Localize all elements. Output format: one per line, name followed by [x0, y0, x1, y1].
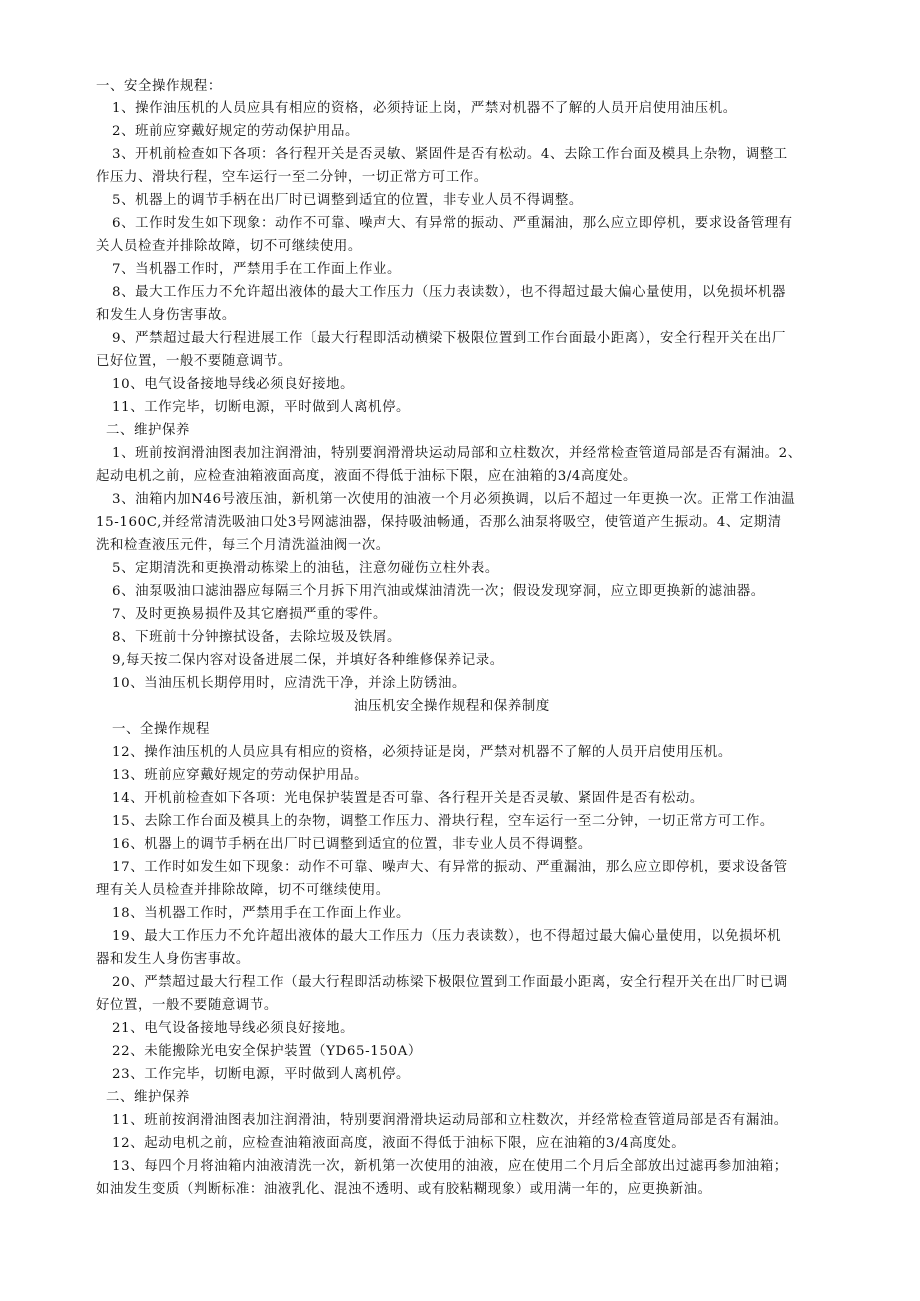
rule-line: 2、班前应穿戴好规定的劳动保护用品。	[112, 124, 359, 139]
rule-line: 13、班前应穿戴好规定的劳动保护用品。	[112, 768, 369, 783]
rule-line: 关人员检查并排除故障，切不可继续使用。	[96, 239, 362, 254]
maintenance-line: 1、班前按润滑油图表加注润滑油，特别要润滑滑块运动局部和立柱数次，并经常检查管道局部是否有漏油。2、	[112, 446, 802, 461]
maintenance-line: 9,每天按二保内容对设备进展二保，并填好各种维修保养记录。	[112, 653, 504, 668]
heading-operating-rules: 一、全操作规程	[112, 722, 210, 737]
maintenance-line: 15-160C,并经常清洗吸油口处3号网滤油器，保持吸油畅通，否那么油泵将吸空，使管道产生振动。4、定期清	[96, 515, 782, 530]
heading-maintenance-2: 二、维护保养	[106, 1090, 190, 1105]
rule-line: 16、机器上的调节手柄在出厂时已调整到适宜的位置，非专业人员不得调整。	[112, 837, 592, 852]
maintenance-line: 8、下班前十分钟擦拭设备，去除垃圾及铁屑。	[112, 630, 401, 645]
rule-line: 19、最大工作压力不允许超出液体的最大工作压力（压力表读数），也不得超过最大偏心量使用，以免损坏机	[112, 929, 782, 944]
rule-line: 6、工作时发生如下现象：动作不可靠、噪声大、有异常的振动、严重漏油，那么应立即停机，要求设备管理有	[112, 216, 793, 231]
rule-line: 20、严禁超过最大行程工作（最大行程即活动栋梁下极限位置到工作面最小距离，安全行程开关在出厂时已调	[112, 975, 788, 990]
maintenance-line: 起动电机之前，应检查油箱液面高度，液面不得低于油标下限，应在油箱的3/4高度处。	[96, 469, 638, 484]
rule-line: 1、操作油压机的人员应具有相应的资格，必须持证上岗，严禁对机器不了解的人员开启使用油压机。	[112, 101, 737, 116]
maintenance-line: 10、当油压机长期停用时，应清洗干净，并涂上防锈油。	[112, 676, 467, 691]
maintenance-line: 13、每四个月将油箱内油液清洗一次，新机第一次使用的油液，应在使用二个月后全部放出过滤再参加油箱；	[112, 1159, 788, 1174]
rule-line: 和发生人身伤害事故。	[96, 308, 236, 323]
rule-line: 21、电气设备接地导线必须良好接地。	[112, 1021, 355, 1036]
rule-line: 理有关人员检查并排除故障，切不可继续使用。	[96, 883, 390, 898]
rule-line: 10、电气设备接地导线必须良好接地。	[112, 377, 355, 392]
rule-line: 5、机器上的调节手柄在出厂时已调整到适宜的位置，非专业人员不得调整。	[112, 193, 583, 208]
section-title: 油压机安全操作规程和保养制度	[354, 699, 550, 714]
maintenance-line: 11、班前按润滑油图表加注润滑油，特别要润滑滑块运动局部和立柱数次，并经常检查管道局部是否有漏油。	[112, 1113, 788, 1128]
rule-line: 3、开机前检查如下各项：各行程开关是否灵敏、紧固件是否有松动。4、去除工作台面及模具上杂物，调整工	[112, 147, 788, 162]
rule-line: 11、工作完毕，切断电源，平时做到人离机停。	[112, 400, 411, 415]
rule-line: 9、严禁超过最大行程进展工作〔最大行程即活动横梁下极限位置到工作台面最小距离），安全行程开关在出厂	[112, 331, 786, 346]
maintenance-line: 12、起动电机之前，应检查油箱液面高度，液面不得低于油标下限，应在油箱的3/4高度处。	[112, 1136, 686, 1151]
rule-line: 作压力、滑块行程，空车运行一至二分钟，一切正常方可工作。	[96, 170, 488, 185]
heading-safety-rules: 一、安全操作规程：	[96, 79, 222, 94]
rule-line: 12、操作油压机的人员应具有相应的资格，必须持证是岗，严禁对机器不了解的人员开启使用压机。	[112, 745, 732, 760]
rule-line: 15、去除工作台面及模具上的杂物，调整工作压力、滑块行程，空车运行一至二分钟，一切正常方可工作。	[112, 814, 774, 829]
rule-line: 器和发生人身伤害事故。	[96, 952, 250, 967]
maintenance-line: 7、及时更换易损件及其它磨损严重的零件。	[112, 607, 387, 622]
rule-line: 17、工作时如发生如下现象：动作不可靠、噪声大、有异常的振动、严重漏油，那么应立即停机，要求设备管	[112, 860, 788, 875]
rule-line: 好位置，一般不要随意调节。	[96, 998, 278, 1013]
rule-line: 22、未能搬除光电安全保护装置（YD65-150A）	[112, 1044, 422, 1059]
maintenance-line: 3、油箱内加N46号液压油，新机第一次使用的油液一个月必须换调，以后不超过一年更换一次。正常工作油温	[112, 492, 796, 507]
rule-line: 18、当机器工作时，严禁用手在工作面上作业。	[112, 906, 411, 921]
maintenance-line: 5、定期清洗和更换滑动栋梁上的油毡，注意勿碰伤立柱外表。	[112, 561, 499, 576]
maintenance-line: 6、油泵吸油口滤油器应每隔三个月拆下用汽油或煤油清洗一次；假设发现穿洞，应立即更换新的滤油器。	[112, 584, 765, 599]
rule-line: 已好位置，一般不要随意调节。	[96, 354, 292, 369]
maintenance-line: 洗和检查液压元件，每三个月清洗溢油阀一次。	[96, 538, 390, 553]
rule-line: 14、开机前检查如下各项：光电保护装置是否可靠、各行程开关是否灵敏、紧固件是否有松动。	[112, 791, 704, 806]
rule-line: 8、最大工作压力不允许超出液体的最大工作压力（压力表读数），也不得超过最大偏心量使用，以免损坏机器	[112, 285, 786, 300]
heading-maintenance: 二、维护保养	[106, 423, 190, 438]
maintenance-line: 如油发生变质（判断标准：油液乳化、混浊不透明、或有胶粘糊现象）或用满一年的，应更换新油。	[96, 1182, 712, 1197]
rule-line: 23、工作完毕，切断电源，平时做到人离机停。	[112, 1067, 411, 1082]
rule-line: 7、当机器工作时，严禁用手在工作面上作业。	[112, 262, 401, 277]
